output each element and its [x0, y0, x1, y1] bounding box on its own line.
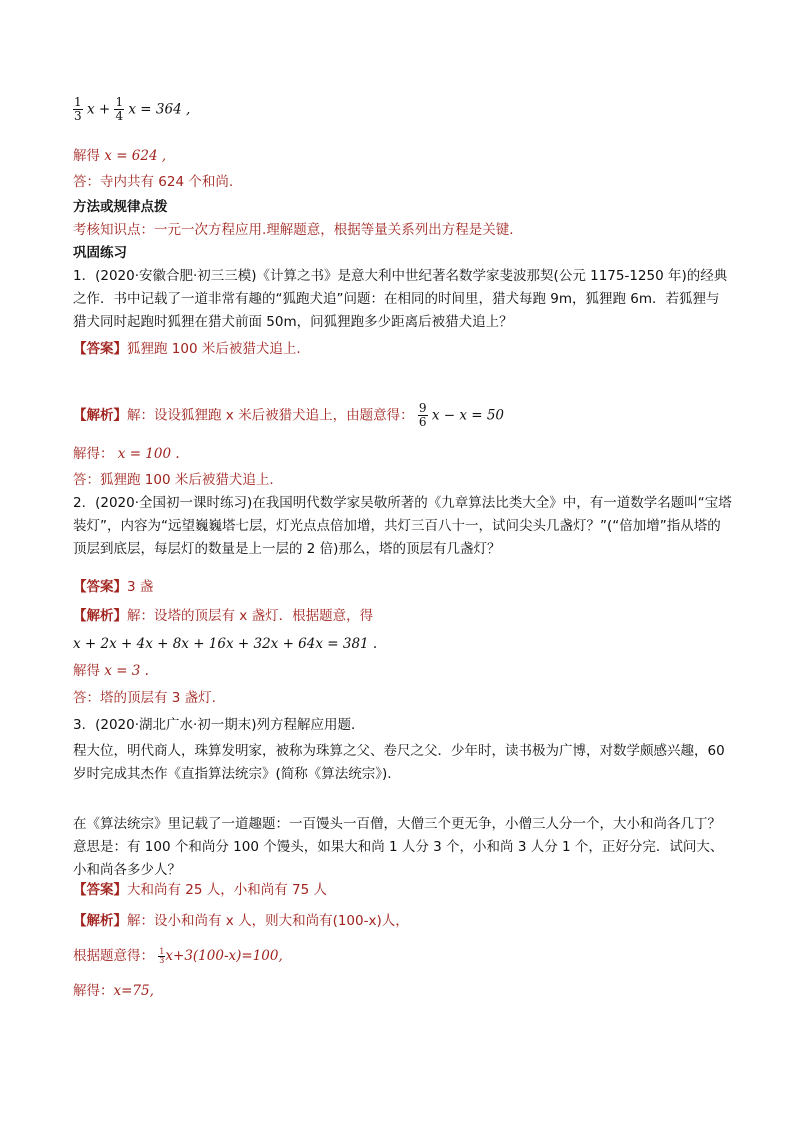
q1-final: 答：狐狸跑 100 米后被猎犬追上. [73, 472, 274, 488]
method-title: 方法或规律点拨 [73, 199, 168, 215]
eq-tail: x = 364 , [128, 101, 191, 118]
q3-equation: 根据题意得： $\frac{1}{3}$ x+3(100-x)=100, [73, 946, 283, 965]
answer-line-1: 答：寺内共有 624 个和尚. [73, 174, 234, 190]
question-3: 3．(2020·湖北广水·初一期末)列方程解应用题． [73, 717, 365, 733]
method-text: 考核知识点：一元一次方程应用.理解题意，根据等量关系列出方程是关键. [73, 222, 514, 238]
eq-mid: x + [86, 101, 111, 118]
equation-line-1 [73, 96, 190, 123]
q2-solution: 解得 x = 3 . [73, 663, 149, 679]
q1-solution: 解得： x = 100 . [73, 446, 180, 462]
q2-answer: 【答案】3 盏 [73, 579, 154, 595]
fraction-one-third-small: $\frac{1}{3}$ [159, 946, 165, 965]
fraction-one-fourth: $\frac{1}{4}$ [115, 95, 124, 123]
q3-answer: 【答案】大和尚有 25 人，小和尚有 75 人 [73, 882, 328, 898]
fraction-nine-sixths: $\frac{9}{6}$ [418, 401, 427, 429]
q3-analysis: 【解析】解：设小和尚有 x 人，则大和尚有(100-x)人， [73, 913, 409, 929]
practice-title: 巩固练习 [73, 245, 127, 261]
q1-answer: 【答案】狐狸跑 100 米后被猎犬追上. [73, 341, 301, 357]
q3-body-2: 在《算法统宗》里记载了一道趣题：一百馒头一百僧，大僧三个更无争，小僧三人分一个，大小和尚各几丁？意思是：有 100 个和尚分 100 个馒头，如果大和尚 1 人分 3 个，小和尚 3 人分 1 个，正好分完．试问大、小和尚各多少人？ [73, 816, 724, 878]
solution-line-1: 解得 x = 624 , [73, 148, 167, 164]
q2-equation: x + 2x + 4x + 8x + 16x + 32x + 64x = 381 . [73, 636, 378, 652]
fraction-one-third: $\frac{1}{3}$ [74, 95, 82, 123]
question-2: 2．(2020·全国初一课时练习)在我国明代数学家吴敬所著的《九章算法比类大全》中，有一道数学名题叫“宝塔装灯”，内容为“远望巍巍塔七层，灯光点点倍加增，共灯三百八十一，试问尖头几盏灯？”(“倍加增”指从塔的顶层到底层，每层灯的数量是上一层的 2 倍)那么，塔的顶层有几盏灯？ [73, 495, 732, 557]
question-1: 1．(2020·安徽合肥·初三三模)《计算之书》是意大利中世纪著名数学家斐波那契(公元 1175-1250 年)的经典之作．书中记载了一道非常有趣的“狐跑犬追”问题：在相同的时间里，猎犬每跑 9m，狐狸跑 6m．若狐狸与猎犬同时起跑时狐狸在猎犬前面 50m，问狐狸跑多少距离后被猎犬追上？ [73, 268, 728, 330]
q3-body-1: 程大位，明代商人，珠算发明家，被称为珠算之父、卷尺之父．少年时，读书极为广博，对数学颇感兴趣，60 岁时完成其杰作《直指算法统宗》(简称《算法统宗》). [73, 743, 725, 782]
q3-solution: 解得：x=75, [73, 983, 154, 999]
q2-analysis: 【解析】解：设塔的顶层有 x 盏灯．根据题意，得 [73, 608, 374, 624]
q2-final: 答：塔的顶层有 3 盏灯. [73, 690, 216, 706]
q1-analysis: 【解析】解：设设狐狸跑 x 米后被猎犬追上，由题意得： $\frac{9}{6}$ x − x = 50 [73, 401, 505, 429]
